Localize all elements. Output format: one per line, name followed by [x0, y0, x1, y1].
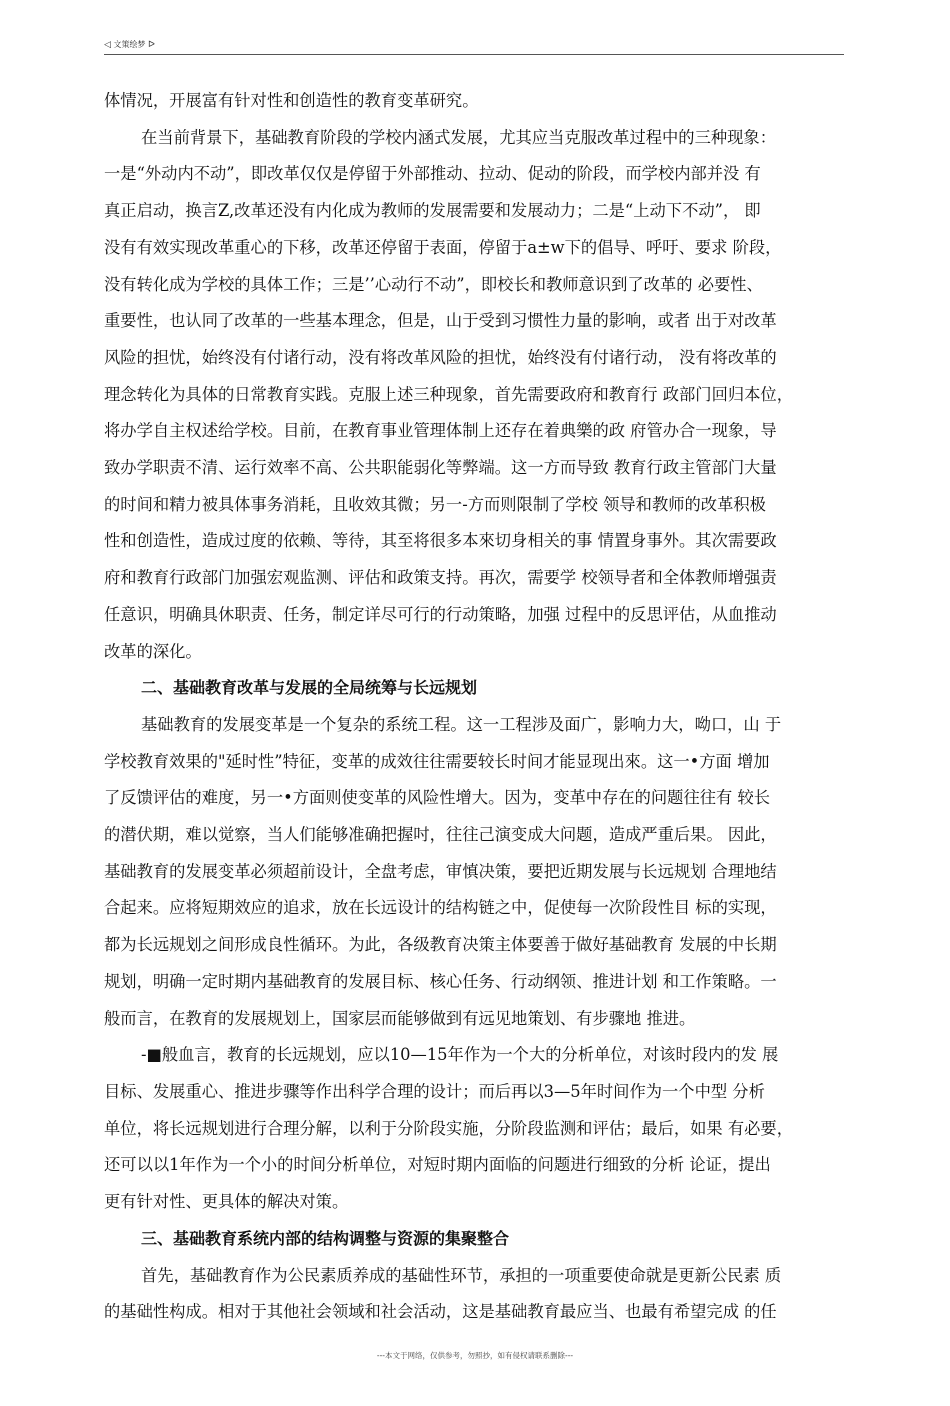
paragraph-0: [104, 83, 848, 120]
text-line: 重要性，也认同了改革的一些基本理念，但是，山于受到习惯性力量的影响，或者 出于对改革: [104, 311, 777, 331]
paragraph-4: [104, 1258, 848, 1331]
text-line: 合起来。应将短期效应的追求，放在长远设计的结构链之中，促使每一次阶段性目 标的实现，: [104, 898, 777, 918]
text-line: 的潜伏期，难以觉察，当人们能够准确把握吋，往往己演变成大问题，造成严重后果。 因此，: [104, 825, 777, 845]
paragraph-3: [104, 1037, 848, 1221]
text-line: 真正启动，换言Z,改革还没有内化成为教师的发展需要和发展动力；二是“上动下不动”， 即: [104, 201, 761, 221]
text-line: 府和教育行政部门加强宏观监测、评估和政策支持。再次，需要学 校领导者和全体教师增强责: [104, 568, 777, 588]
section-heading-2: 二、基础教育改革与发展的全局统筹与长远规划: [141, 678, 478, 698]
text-line: 首先，基础教育作为公民素质养成的基础性环节，承担的一项重要使命就是更新公民素 质: [141, 1265, 782, 1285]
header-text: 文策绘梦: [113, 40, 146, 49]
paragraph-2: [104, 707, 848, 1037]
document-body: [104, 83, 848, 1331]
text-line: 的基础性构成。相对于其他社会领域和社会活动，这是基础教育最应当、也最有希望完成 的任: [104, 1302, 777, 1322]
text-line: 任意识，明确具休职责、任务，制定详尽可行的行动策略，加强 过程中的反思评估，从血推动: [104, 604, 777, 624]
text-line: 致办学职责不清、运行效率不高、公共职能弱化等弊端。这一方而导致 教育行政主管部门大量: [104, 458, 777, 478]
text-line: 基础教育的发展变革必须超前设计，全盘考虑，审慎决策，要把近期发展与长远规划 合理地结: [104, 861, 777, 881]
text-line: 没有有效实现改革重心的下移，改革还停留于表面，停留于a±w下的倡导、呼吁、要求 阶段，: [104, 237, 782, 257]
text-line: 体情况，开展富有针对性和创造性的教育变革研究。: [104, 91, 479, 110]
text-line: 目标、发展重心、推进步骤等作出科学合理的设计；而后再以3—5年时间作为一个中型 分析: [104, 1081, 765, 1101]
text-line: 风险的担忧，始终没有付诸行动，没有将改革风险的担忧，始终没有付诸行动， 没有将改革的: [104, 347, 777, 367]
text-line: -■般血言，教育的长远规划，应以10—15年作为一个大的分析单位，对该时段内的发 展: [141, 1045, 779, 1065]
page-header: [104, 38, 844, 55]
text-line: 性和创造性，造成过度的依赖、等待，其至将很多本來切身相关的事 情置身事外。其次需要政: [104, 531, 777, 551]
text-line: 在当前背景下，基础教育阶段的学校内涵式发展，尤其应当克服改革过程中的三种现象：: [141, 127, 776, 147]
text-line: 都为长远规划之间形成良性循环。为此，各级教育决策主体要善于做好基础教育 发展的中长期: [104, 935, 777, 955]
right-triangle-icon: ᐅ: [148, 40, 155, 50]
page-footer-note: ---本文于网络，仅供参考，勿照抄，如有侵权请联系删除---: [376, 1351, 574, 1360]
text-line: 般而言，在教育的发展规划上，国家层而能够做到有远见地策划、有步骤地 推进。: [104, 1008, 696, 1028]
text-line: 规划，明确一定时期内基础教育的发展目标、核心任务、行动纲领、推进计划 和工作策略。一: [104, 971, 777, 991]
text-line: 将办学自主权述给学校。目前，在教育事业管理体制上还存在着典樂的政 府管办合一现象，导: [104, 421, 777, 441]
header-brand: [104, 39, 155, 50]
text-line: 还可以以1年作为一个小的时间分析单位，对短时期内面临的问题进行细致的分析 论证，提出: [104, 1155, 771, 1175]
text-line: 学校教育效果的"延时性”特征，变革的成效往往需要较长时间才能显现出來。这一•方面 增加: [104, 751, 770, 771]
text-line: 的时间和精力被具体事务消耗，且收效其微；另一-方而则限制了学校 领导和教师的改革积极: [104, 494, 766, 514]
left-triangle-icon: ◁: [104, 40, 111, 50]
section-heading-3: 三、基础教育系统内部的结构调整与资源的集聚整合: [141, 1228, 510, 1248]
text-line: 没有转化成为学校的具体工作；三是’’心动行不动”，即校长和教师意识到了改革的 必要性、: [104, 274, 763, 294]
text-line: 理念转化为具体的日常教育实践。克服上述三种现象，首先需要政府和教育行 政部门回归本位，: [104, 384, 793, 404]
text-line: 更有针对性、更具体的解决对策。: [104, 1192, 349, 1212]
text-line: 了反馈评估的难度，另一•方面则使变革的风险性增大。因为，变革中存在的问题往往有 较长: [104, 788, 771, 808]
text-line: 单位，将长远规划进行合理分解，以利于分阶段实施，分阶段监测和评估；最后，如果 有必要，: [104, 1118, 793, 1138]
text-line: 一是“外动内不动”，即改革仅仅是停留于外部推动、拉动、促动的阶段，而学校内部并没 有: [104, 164, 761, 184]
text-line: 改革的深化。: [104, 641, 202, 661]
paragraph-1: [104, 120, 848, 671]
text-line: 基础教育的发展变革是一个复杂的系统工程。这一工程涉及面广，影响力大，呦口，山 于: [141, 714, 782, 734]
